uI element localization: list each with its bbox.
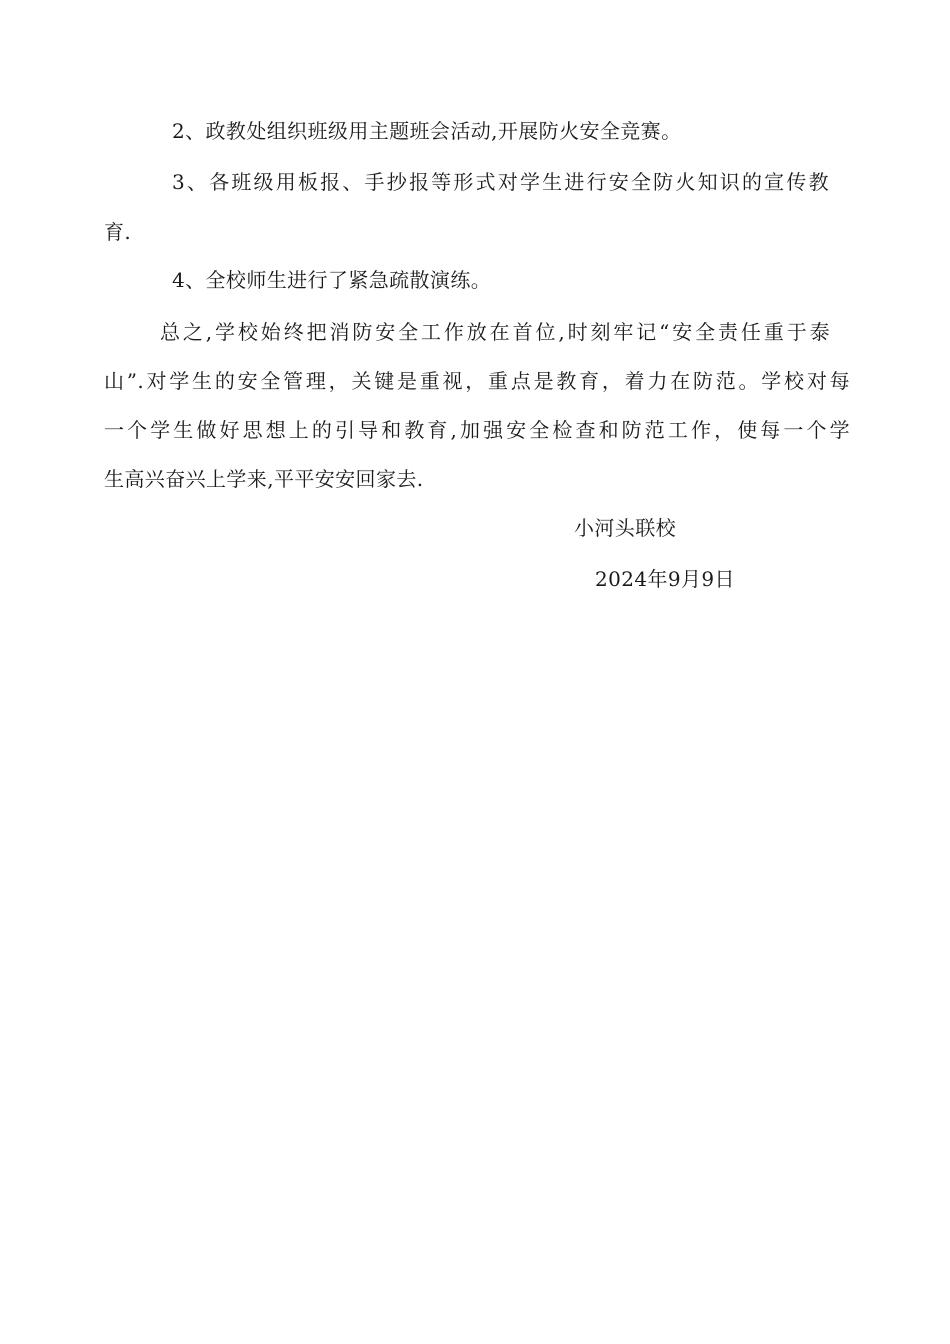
item-3-line-2: 育. xyxy=(104,220,132,244)
summary-line-3: 一个学生做好思想上的引导和教育,加强安全检查和防范工作，使每一个学 xyxy=(104,418,850,442)
item-2-line-1: 2、政教处组织班级用主题班会活动,开展防火安全竞赛。 xyxy=(172,119,682,143)
summary-line-4: 生高兴奋兴上学来,平平安安回家去. xyxy=(104,467,424,491)
summary-line-2: 山”.对学生的安全管理，关键是重视，重点是教育，着力在防范。学校对每 xyxy=(104,369,850,393)
summary-line-1: 总之,学校始终把消防安全工作放在首位,时刻牢记“安全责任重于泰 xyxy=(160,320,830,344)
signature-organization: 小河头联校 xyxy=(574,516,676,540)
item-4-line-1: 4、全校师生进行了紧急疏散演练。 xyxy=(172,268,492,292)
item-3-line-1: 3、各班级用板报、手抄报等形式对学生进行安全防火知识的宣传教 xyxy=(172,170,829,194)
signature-date: 2024年9月9日 xyxy=(595,567,735,591)
